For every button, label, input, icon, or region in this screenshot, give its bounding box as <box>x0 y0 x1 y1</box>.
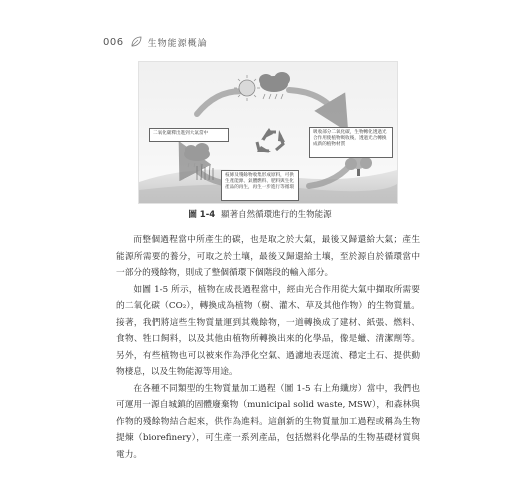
paragraph: 而整個過程當中所產生的碳，也是取之於大氣，最後又歸還給大氣；產生能源所需要的養分，可取之於土壤，最後又歸還給土壤，至於源自於循環當中一部分的殘餘物，則成了整個循環下個階段的輸入部分。 <box>116 235 420 278</box>
running-title: 生物能源概論 <box>147 38 208 49</box>
rain-cloud-icon <box>259 72 290 99</box>
leaf-icon <box>130 36 142 48</box>
cycle-figure <box>138 61 398 204</box>
cycle-arrow-top-right <box>289 90 339 117</box>
paragraph: 在各種不同類型的生物質量加工過程（圖 1-5 右上角纖房）當中，我們也可運用一源自城鎮的固體廢棄物（municipal solid waste, MSW），和森林與作物的殘餘物結合起來，供作為進料。這創新的生物質量加工過程或稱為生物提煉（biorefinery），可生產一系列產品，包括燃料化學品的生物基礎材質與電力。 <box>116 383 420 460</box>
label-co2-release: 二氧化碳釋出進到大氣當中 <box>149 128 229 142</box>
cycle-arrow-top-left <box>197 91 249 114</box>
figure-caption <box>0 208 520 220</box>
recycle-icon <box>257 128 285 152</box>
paragraph: 如圖 1-5 所示，植物在成長過程當中，經由光合作用從大氣中擷取所需要的二氧化碳（CO₂），轉換成為植物（樹、灌木、草及其他作物）的生物質量。接著，我們將這些生物質量運到其幾餘物，一道轉換成了建材、紙張、燃料、食物、牲口飼料，以及其他由植物所轉換出來的化學品，像是蠟、清潔劑等。另外，有些植物也可以被來作為淨化空氣、過濾地表逕流、穩定土石、提供動物棲息，以及生物能源等用途。 <box>116 284 420 377</box>
page-number: 006 <box>103 36 124 48</box>
figure-caption-text: 顯著自然循環進行的生物能源 <box>221 210 332 220</box>
running-header <box>103 35 208 49</box>
sun-icon <box>234 75 260 101</box>
label-photosynthesis: 吸收部分二氧化碳，生物轉化透過光合作用使植物吸收後，透過光合轉換成新的植物材質 <box>309 127 393 158</box>
figure-number: 圖 1-4 <box>188 210 216 220</box>
label-residue-collection: 枝條及殘餘物收集形成原料，可供生產能源、氣體燃料、肥料與生化產品的再生，再生一步進行等循環 <box>221 170 299 201</box>
body-text <box>116 232 420 463</box>
